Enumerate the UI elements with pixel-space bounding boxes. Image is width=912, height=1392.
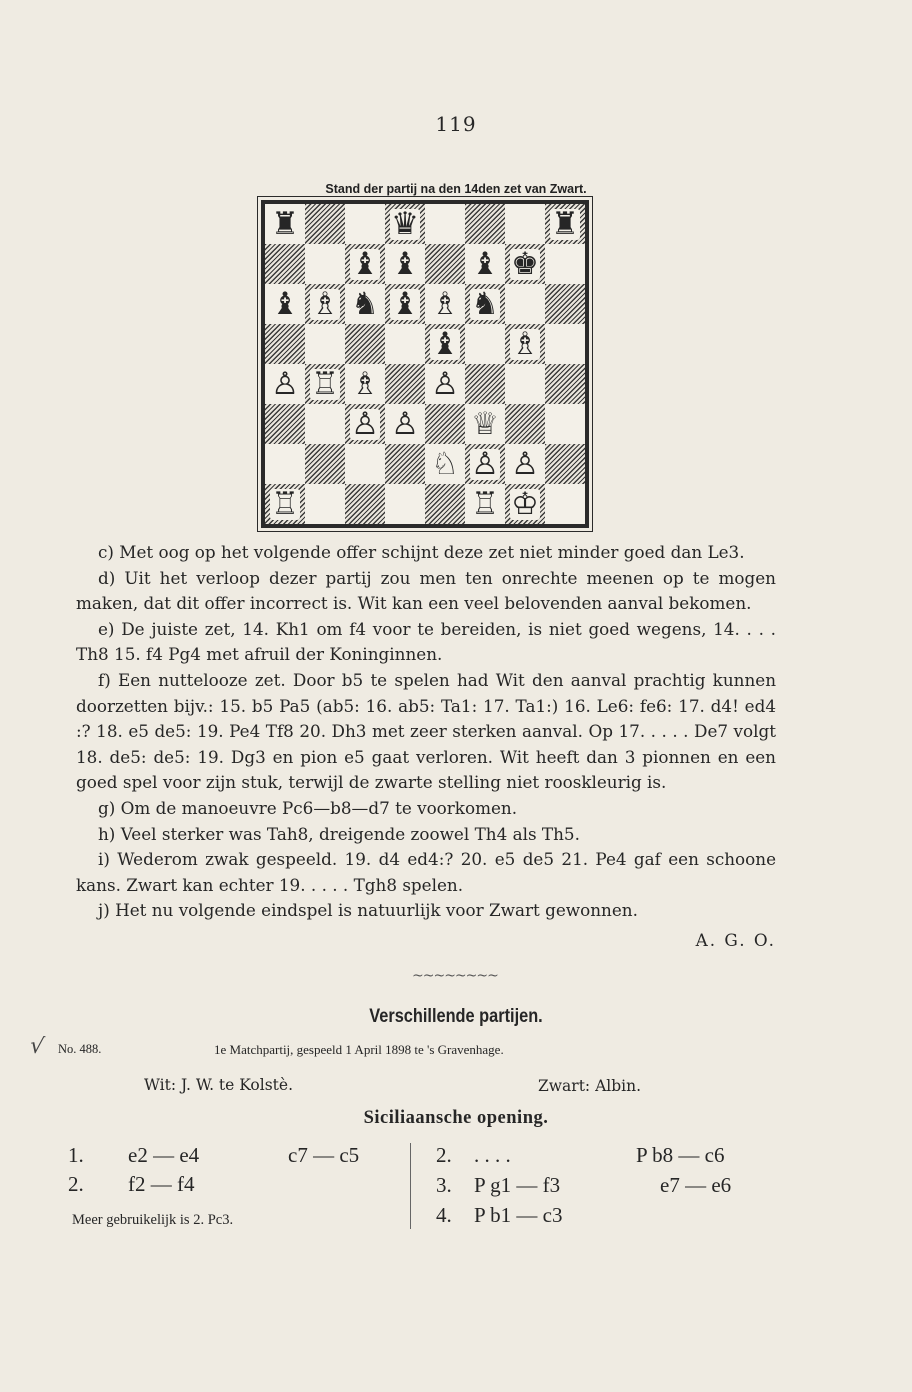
square-g2 <box>505 444 545 484</box>
square-b5 <box>305 324 345 364</box>
square-f3 <box>465 404 505 444</box>
square-d5 <box>385 324 425 364</box>
black-bishop-icon: ♝ <box>391 285 419 322</box>
separator-ornament: ~~~~~~~~ <box>412 968 498 984</box>
square-h8 <box>545 204 585 244</box>
black-king-icon: ♚ <box>511 245 539 282</box>
square-a7 <box>265 244 305 284</box>
square-g4 <box>505 364 545 404</box>
white-rook-icon: ♖ <box>471 485 499 522</box>
square-g5 <box>505 324 545 364</box>
column-divider <box>410 1143 411 1229</box>
square-h7 <box>545 244 585 284</box>
move-number: 2. <box>436 1143 452 1167</box>
square-g3 <box>505 404 545 444</box>
square-f4 <box>465 364 505 404</box>
square-a4 <box>265 364 305 404</box>
note-text: Met oog op het volgende offer schijnt deze zet niet minder goed dan Le3. <box>119 542 745 562</box>
note-h <box>76 822 776 848</box>
white-pawn-icon: ♙ <box>391 405 419 442</box>
white-rook-icon: ♖ <box>271 485 299 522</box>
square-h1 <box>545 484 585 524</box>
square-a3 <box>265 404 305 444</box>
square-e5 <box>425 324 465 364</box>
square-f7 <box>465 244 505 284</box>
white-queen-icon: ♕ <box>471 405 499 442</box>
square-g6 <box>505 284 545 324</box>
black-move: e7 — e6 <box>660 1173 732 1197</box>
white-bishop-icon: ♗ <box>311 285 339 322</box>
square-c5 <box>345 324 385 364</box>
note-mark: j) <box>98 900 110 921</box>
square-h5 <box>545 324 585 364</box>
black-rook-icon: ♜ <box>271 205 299 242</box>
square-c1 <box>345 484 385 524</box>
black-queen-icon: ♛ <box>391 205 419 242</box>
white-player: Wit: J. W. te Kolstè. <box>144 1076 293 1094</box>
black-bishop-icon: ♝ <box>471 245 499 282</box>
square-a6 <box>265 284 305 324</box>
square-e3 <box>425 404 465 444</box>
white-king-icon: ♔ <box>511 485 539 522</box>
white-bishop-icon: ♗ <box>431 285 459 322</box>
opening-name: Siciliaansche opening. <box>363 1108 549 1128</box>
square-e1 <box>425 484 465 524</box>
note-c <box>76 540 776 566</box>
note-mark: c) <box>98 542 114 562</box>
black-knight-icon: ♞ <box>351 285 379 322</box>
square-c7 <box>345 244 385 284</box>
move-number: 4. <box>436 1203 452 1227</box>
square-d6 <box>385 284 425 324</box>
square-a2 <box>265 444 305 484</box>
square-c3 <box>345 404 385 444</box>
square-h3 <box>545 404 585 444</box>
square-e2 <box>425 444 465 484</box>
square-a5 <box>265 324 305 364</box>
annotations <box>76 540 776 924</box>
square-e7 <box>425 244 465 284</box>
note-text: De juiste zet, 14. Kh1 om f4 voor te bereiden, is niet goed wegens, 14. . . . Th8 15. f4 Pg4 met afruil der Koninginnen. <box>76 618 776 665</box>
white-bishop-icon: ♗ <box>351 365 379 402</box>
black-knight-icon: ♞ <box>471 285 499 322</box>
square-e6 <box>425 284 465 324</box>
note-d <box>76 566 776 617</box>
square-c4 <box>345 364 385 404</box>
square-f6 <box>465 284 505 324</box>
square-c2 <box>345 444 385 484</box>
square-g8 <box>505 204 545 244</box>
note-text: Veel sterker was Tah8, dreigende zoowel Th4 als Th5. <box>120 823 580 844</box>
white-pawn-icon: ♙ <box>471 445 499 482</box>
note-j <box>76 898 776 924</box>
note-mark: f) <box>98 669 111 690</box>
white-move: P b1 — c3 <box>474 1203 563 1227</box>
square-h6 <box>545 284 585 324</box>
square-a1 <box>265 484 305 524</box>
author-signature: A. G. O. <box>695 930 776 950</box>
page-number: 119 <box>435 112 477 136</box>
note-i <box>76 847 776 898</box>
white-rook-icon: ♖ <box>311 365 339 402</box>
square-g7 <box>505 244 545 284</box>
square-f8 <box>465 204 505 244</box>
note-text: Het nu volgende eindspel is natuurlijk voor Zwart gewonnen. <box>115 900 638 921</box>
white-move: P g1 — f3 <box>474 1173 561 1197</box>
note-text: Een nuttelooze zet. Door b5 te spelen had Wit den aanval prachtig kunnen doorzetten bijv.: 15. b5 Pa5 (ab5: 16. ab5: Ta1: 17. Ta1:) 16. Le6: fe6: 17. d4! ed4 :? 18. e5 de5: 19. Pe4 Tf8 20. Dh3 met zeer sterken aanval. Op 17. . . . . De7 volgt 18. de5: de5: 19. Dg3 en pion e5 gaat verloren. Wit heeft dan 3 pionnen en een goed spel voor zijn stuk, terwijl de zwarte stelling niet rooskleurig is. <box>76 669 777 793</box>
square-f5 <box>465 324 505 364</box>
square-h2 <box>545 444 585 484</box>
diagram-title: Stand der partij na den 14den zet van Zwart. <box>325 182 587 196</box>
square-c8 <box>345 204 385 244</box>
move-number: 3. <box>436 1173 452 1197</box>
black-bishop-icon: ♝ <box>431 325 459 362</box>
square-d4 <box>385 364 425 404</box>
game-number: No. 488. <box>58 1042 102 1056</box>
note-mark: e) <box>98 618 115 639</box>
black-rook-icon: ♜ <box>551 205 579 242</box>
black-bishop-icon: ♝ <box>351 245 379 282</box>
white-pawn-icon: ♙ <box>271 365 299 402</box>
check-mark: √ <box>28 1033 46 1060</box>
note-mark: h) <box>98 823 116 844</box>
square-b3 <box>305 404 345 444</box>
white-pawn-icon: ♙ <box>431 365 459 402</box>
note-text: Wederom zwak gespeeld. 19. d4 ed4:? 20. e5 de5 21. Pe4 gaf een schoone kans. Zwart kan echter 19. . . . . Tgh8 spelen. <box>76 849 776 895</box>
square-b2 <box>305 444 345 484</box>
note-mark: i) <box>98 849 110 870</box>
square-h4 <box>545 364 585 404</box>
square-d8 <box>385 204 425 244</box>
square-d7 <box>385 244 425 284</box>
square-b4 <box>305 364 345 404</box>
note-g <box>76 796 776 822</box>
white-pawn-icon: ♙ <box>511 445 539 482</box>
black-player: Zwart: Albin. <box>538 1077 642 1095</box>
black-bishop-icon: ♝ <box>391 245 419 282</box>
game-description: 1e Matchpartij, gespeeld 1 April 1898 te 's Gravenhage. <box>214 1042 504 1057</box>
square-d1 <box>385 484 425 524</box>
square-b8 <box>305 204 345 244</box>
square-e8 <box>425 204 465 244</box>
square-f1 <box>465 484 505 524</box>
black-bishop-icon: ♝ <box>271 285 299 322</box>
square-a8 <box>265 204 305 244</box>
note-mark: g) <box>98 797 116 818</box>
move-number: 2. <box>68 1172 84 1196</box>
note-f <box>76 668 776 796</box>
square-c6 <box>345 284 385 324</box>
note-text: Om de manoeuvre Pc6—b8—d7 te voorkomen. <box>120 797 518 818</box>
square-b6 <box>305 284 345 324</box>
square-f2 <box>465 444 505 484</box>
section-title: Verschillende partijen. <box>369 1006 543 1027</box>
move-footnote: Meer gebruikelijk is 2. Pc3. <box>72 1212 234 1228</box>
white-move: . . . . <box>474 1143 511 1167</box>
square-g1 <box>505 484 545 524</box>
black-move: c7 — c5 <box>288 1143 360 1167</box>
square-d3 <box>385 404 425 444</box>
note-mark: d) <box>98 567 116 588</box>
white-knight-icon: ♘ <box>431 445 459 482</box>
white-move: f2 — f4 <box>128 1172 195 1196</box>
white-bishop-icon: ♗ <box>511 325 539 362</box>
chess-diagram <box>262 201 588 527</box>
white-pawn-icon: ♙ <box>351 405 379 442</box>
note-text: Uit het verloop dezer partij zou men ten onrechte meenen op te mogen maken, dat dit offer incorrect is. Wit kan een veel belovenden aanval bekomen. <box>76 567 776 614</box>
square-d2 <box>385 444 425 484</box>
white-move: e2 — e4 <box>128 1143 200 1167</box>
note-e <box>76 617 776 668</box>
square-b1 <box>305 484 345 524</box>
square-b7 <box>305 244 345 284</box>
square-e4 <box>425 364 465 404</box>
black-move: P b8 — c6 <box>636 1143 725 1167</box>
move-number: 1. <box>68 1143 84 1167</box>
